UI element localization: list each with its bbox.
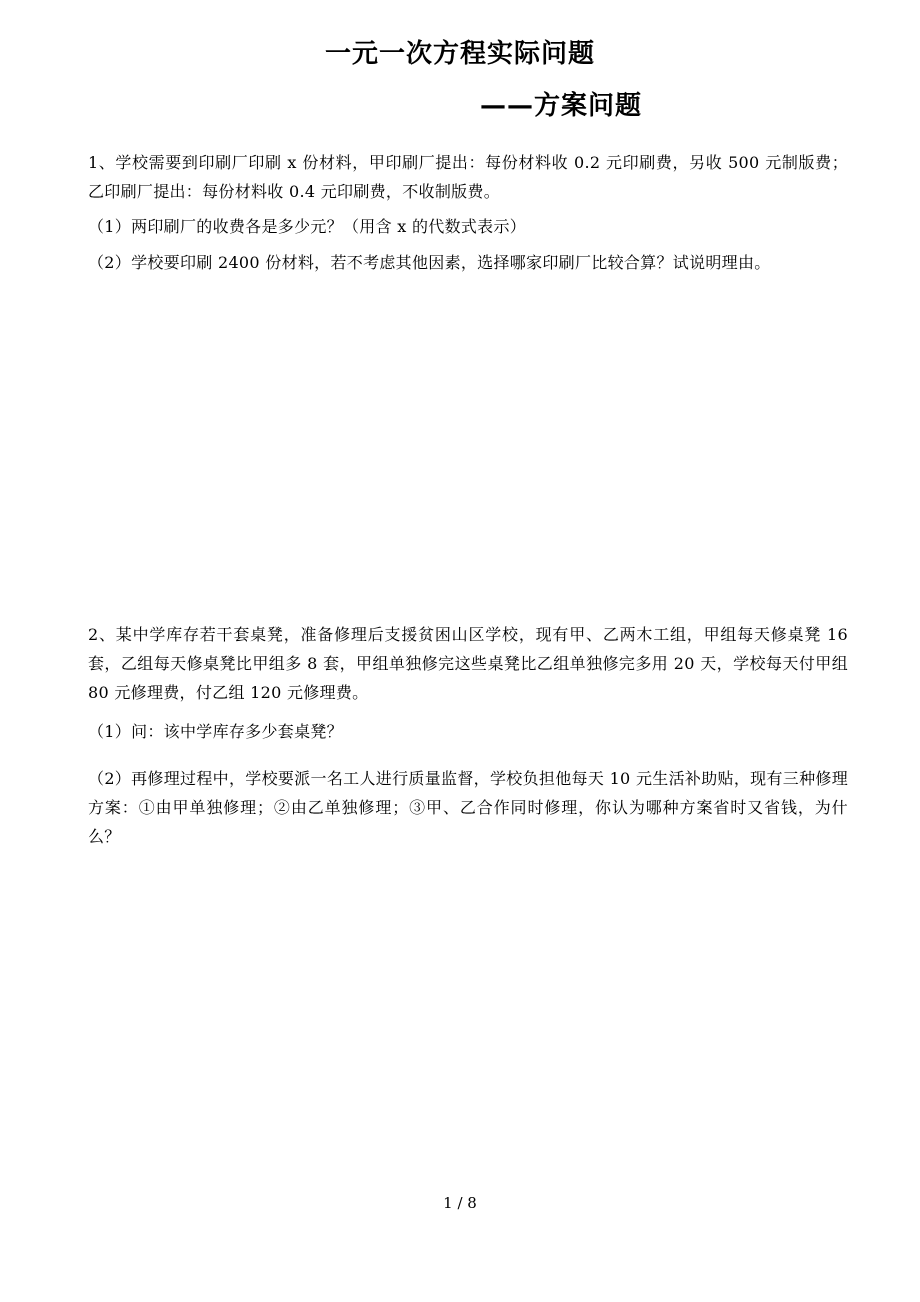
page-number: 1 / 8 <box>443 1194 477 1212</box>
document-title: 一元一次方程实际问题 <box>324 39 595 69</box>
problem-2-stem: 2、某中学库存若干套桌凳，准备修理后支援贫困山区学校，现有甲、乙两木工组，甲组每天修桌凳 16 套，乙组每天修桌凳比甲组多 8 套，甲组单独修完这些桌凳比乙组单独修完多用 20 天，学校每天付甲组 80 元修理费，付乙组 120 元修理费。 <box>88 625 848 702</box>
document-subtitle: ——方案问题 <box>480 91 643 121</box>
problem-2-question-1: （1）问：该中学库存多少套桌凳？ <box>88 722 343 741</box>
problem-1-question-2: （2）学校要印刷 2400 份材料，若不考虑其他因素，选择哪家印刷厂比较合算？试说明理由。 <box>88 253 771 272</box>
problem-2-question-2: （2）再修理过程中，学校要派一名工人进行质量监督，学校负担他每天 10 元生活补助贴，现有三种修理方案：①由甲单独修理；②由乙单独修理；③甲、乙合作同时修理，你认为哪种方案省时又省钱，为什么？ <box>88 769 848 846</box>
problem-1-stem: 1、学校需要到印刷厂印刷 x 份材料，甲印刷厂提出：每份材料收 0.2 元印刷费，另收 500 元制版费；乙印刷厂提出：每份材料收 0.4 元印刷费，不收制版费。 <box>88 153 848 201</box>
problem-1-question-1: （1）两印刷厂的收费各是多少元？（用含 x 的代数式表示） <box>88 217 527 236</box>
